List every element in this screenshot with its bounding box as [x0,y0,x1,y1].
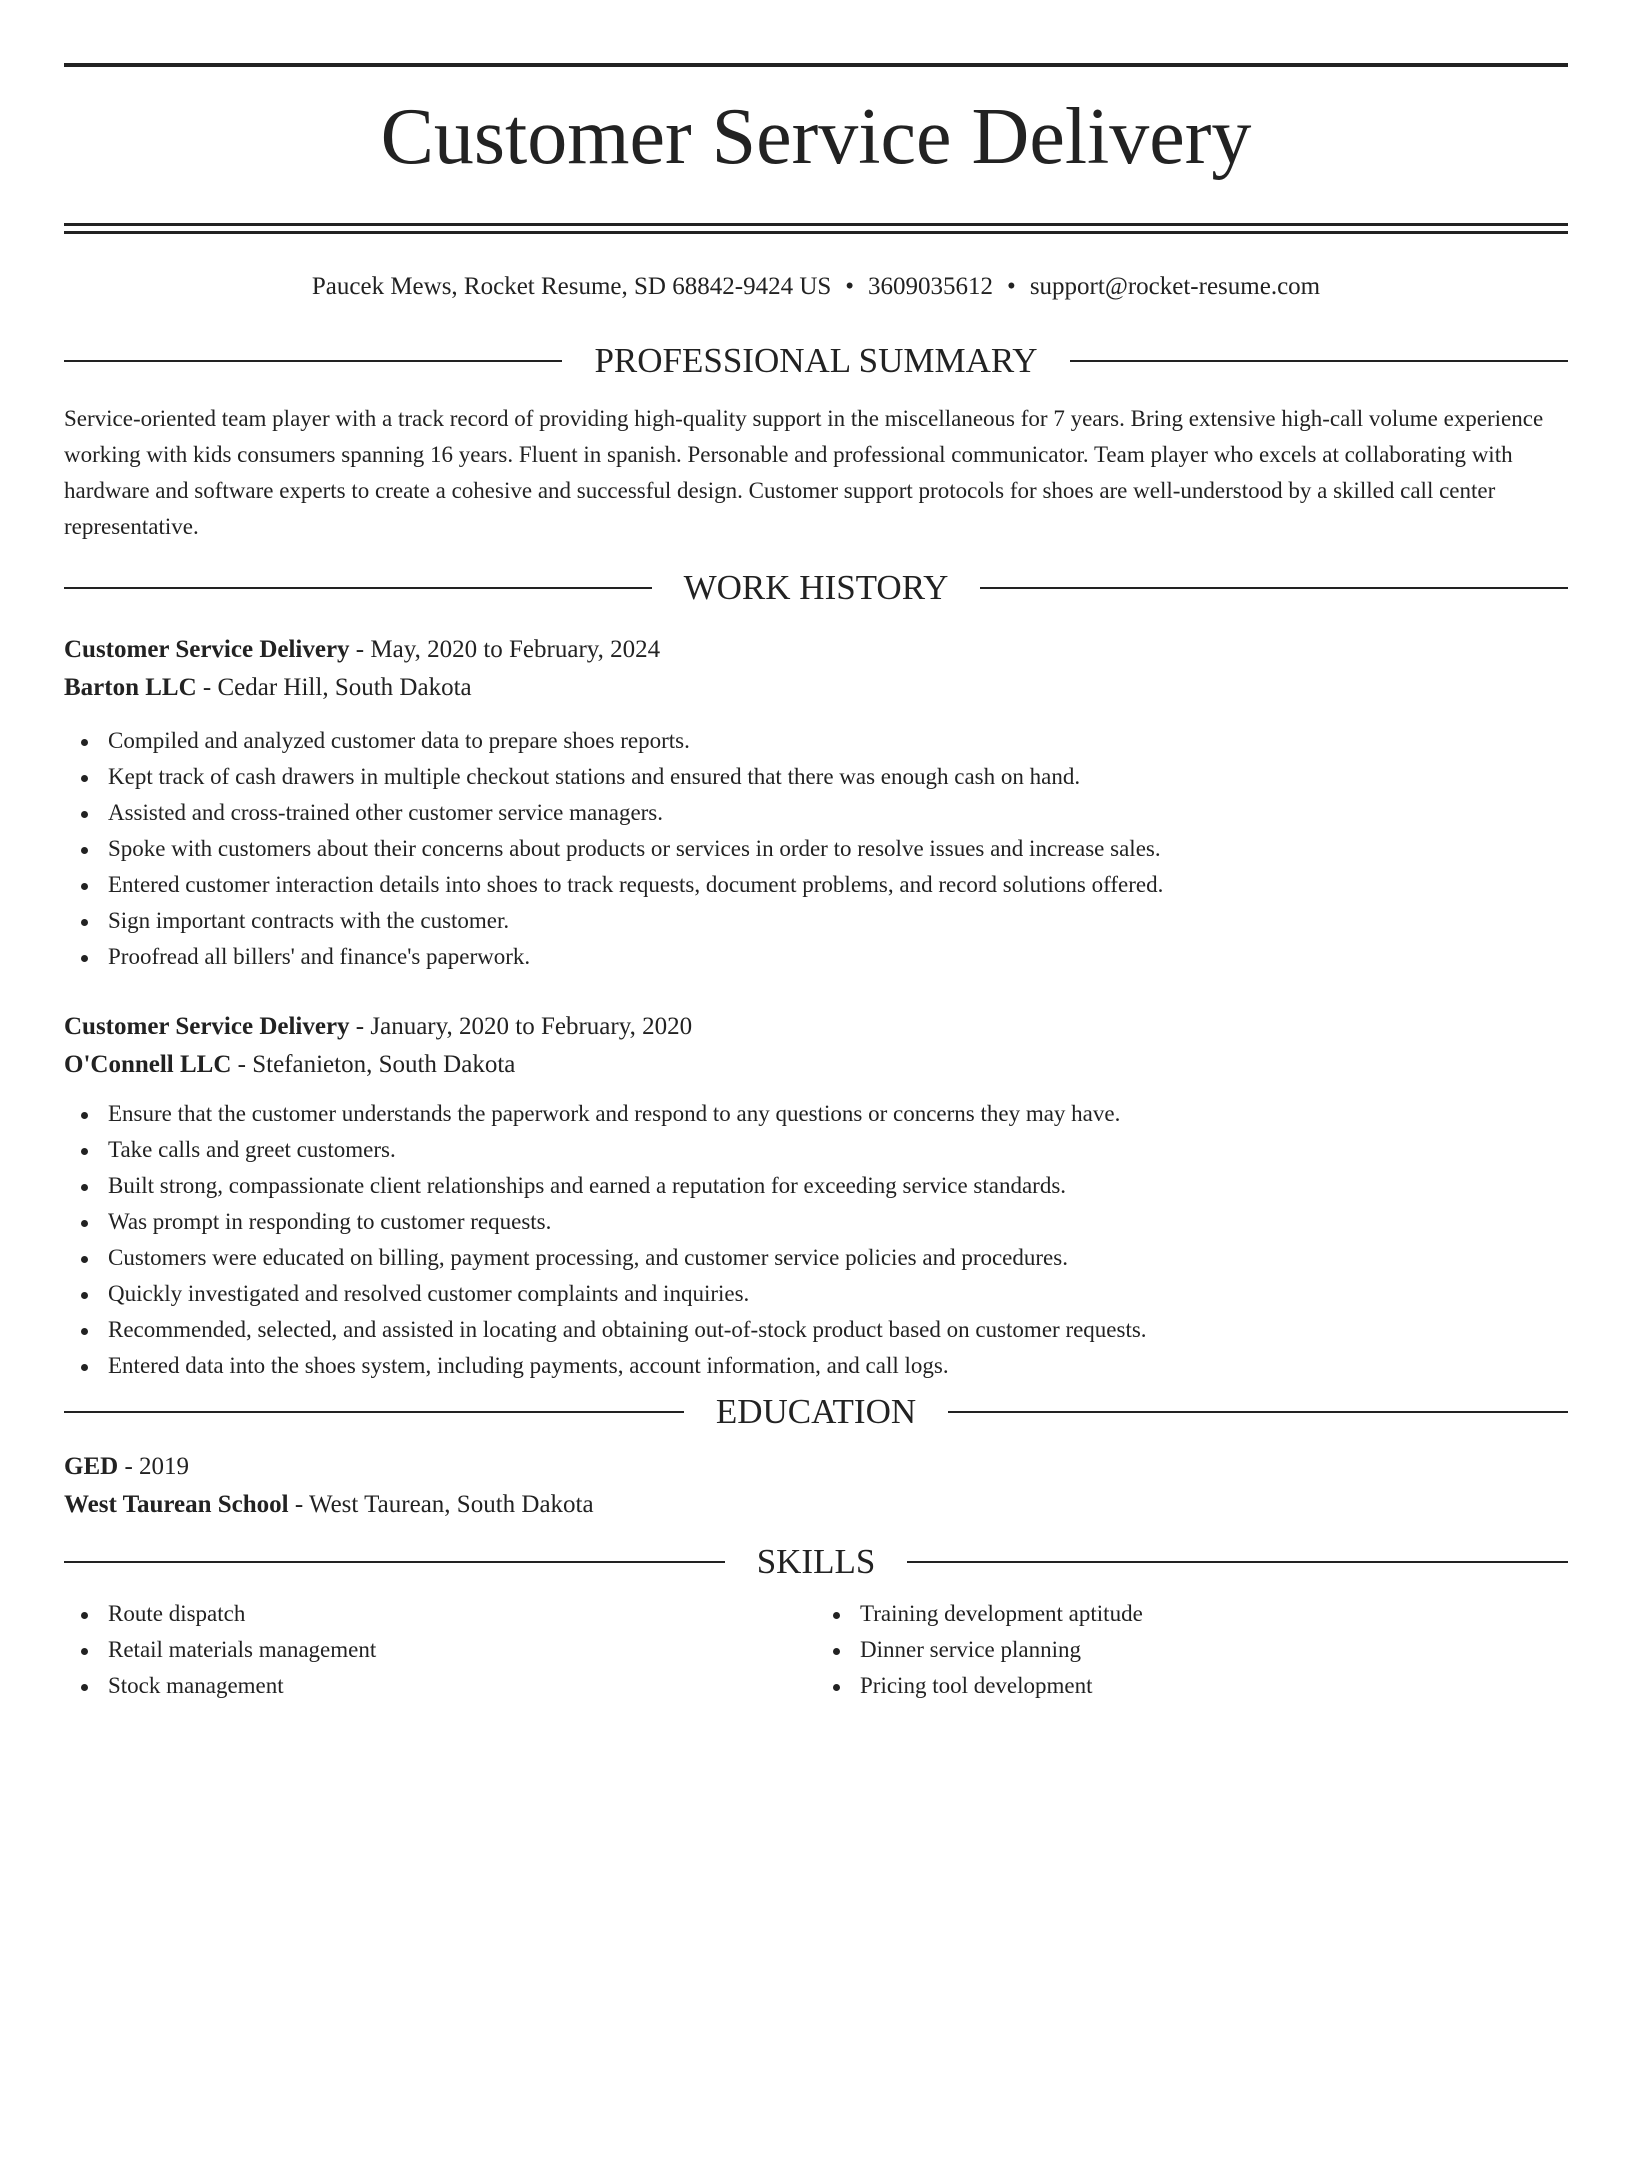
education-section-heading [64,1392,1568,1432]
job-bullet: Assisted and cross-trained other customer service managers. [64,795,1568,831]
skill-item: Retail materials management [64,1632,816,1668]
job-bullet: Proofread all billers' and finance's paperwork. [64,939,1568,975]
education-location: - West Taurean, South Dakota [288,1491,594,1518]
job-title: Customer Service Delivery [64,1013,350,1040]
education-degree-line [64,1448,1568,1486]
job-bullet: Take calls and greet customers. [64,1132,1568,1168]
contact-address: Paucek Mews, Rocket Resume, SD 68842-9424 US [311,273,832,300]
skills-section-heading [64,1542,1568,1582]
heading-rule-left [64,360,562,362]
job-bullet: Was prompt in responding to customer requests. [64,1204,1568,1240]
job-bullet: Sign important contracts with the customer. [64,903,1568,939]
heading-rule-left [64,1561,725,1563]
education-entry [64,1448,1568,1524]
heading-rule-left [64,1411,684,1413]
contact-email: support@rocket-resume.com [1029,273,1321,300]
job-bullet-list [64,723,1568,975]
job-title-line [64,631,1568,669]
contact-phone: 3609035612 [868,273,994,300]
job-bullet: Quickly investigated and resolved customer complaints and inquiries. [64,1276,1568,1312]
heading-rule-right [980,587,1568,589]
skill-item: Route dispatch [64,1596,816,1632]
education-year: - 2019 [118,1453,190,1480]
job-bullet: Built strong, compassionate client relationships and earned a reputation for exceeding service standards. [64,1168,1568,1204]
job-title: Customer Service Delivery [64,636,350,663]
job-entry [64,631,1568,975]
job-company-line [64,1046,1568,1084]
job-location: - Cedar Hill, South Dakota [196,674,472,701]
job-bullet: Entered data into the shoes system, including payments, account information, and call logs. [64,1348,1568,1384]
heading-rule-right [1070,360,1568,362]
heading-rule-right [907,1561,1568,1563]
resume-name: Customer Service Delivery [380,93,1252,181]
job-bullet: Recommended, selected, and assisted in locating and obtaining out-of-stock product based on customer requests. [64,1312,1568,1348]
job-bullet: Kept track of cash drawers in multiple checkout stations and ensured that there was enough cash on hand. [64,759,1568,795]
job-bullet: Spoke with customers about their concerns about products or services in order to resolve issues and increase sales. [64,831,1568,867]
heading-rule-left [64,587,652,589]
skill-item: Dinner service planning [816,1632,1568,1668]
education-school: West Taurean School [64,1491,289,1518]
summary-heading: PROFESSIONAL SUMMARY [594,341,1038,380]
job-company-line [64,669,1568,707]
contact-separator: • [845,273,855,300]
job-dates: - May, 2020 to February, 2024 [349,636,661,663]
work-heading: WORK HISTORY [683,568,949,607]
contact-separator: • [1007,273,1016,300]
skills-column-left [64,1596,816,1704]
education-degree: GED [64,1453,119,1480]
skills-grid [64,1596,1568,1704]
job-company: O'Connell LLC [64,1051,232,1078]
summary-section-heading [64,341,1568,381]
job-bullet: Customers were educated on billing, payment processing, and customer service policies and procedures. [64,1240,1568,1276]
work-section-heading [64,568,1568,608]
skills-column-right [816,1596,1568,1704]
job-bullet: Ensure that the customer understands the paperwork and respond to any questions or concerns they may have. [64,1096,1568,1132]
education-heading: EDUCATION [715,1392,917,1431]
job-bullet: Compiled and analyzed customer data to prepare shoes reports. [64,723,1568,759]
education-school-line [64,1486,1568,1524]
resume-page [0,63,1632,2175]
contact-line [64,272,1568,302]
summary-text: Service-oriented team player with a track record of providing high-quality support in the miscellaneous for 7 years. Bring extensive high-call volume experience working with kids consumers spanning 16 years. Fluent in spanish. Personable and professional communicator. Team player who excels at collaborating with hardware and software experts to create a cohesive and successful design. Customer support protocols for shoes are well-understood by a skilled call center representative. [64,406,1544,539]
job-bullet-list [64,1096,1568,1384]
job-dates: - January, 2020 to February, 2020 [349,1013,693,1040]
job-company: Barton LLC [64,674,197,701]
header-top-rule [64,63,1568,67]
job-entry [64,1008,1568,1384]
skills-heading: SKILLS [756,1542,876,1581]
skill-item: Stock management [64,1668,816,1704]
job-title-line [64,1008,1568,1046]
job-bullet: Entered customer interaction details into shoes to track requests, document problems, and record solutions offered. [64,867,1568,903]
job-location: - Stefanieton, South Dakota [231,1051,516,1078]
header-double-rule [64,223,1568,234]
skill-item: Pricing tool development [816,1668,1568,1704]
skill-item: Training development aptitude [816,1596,1568,1632]
heading-rule-right [948,1411,1568,1413]
